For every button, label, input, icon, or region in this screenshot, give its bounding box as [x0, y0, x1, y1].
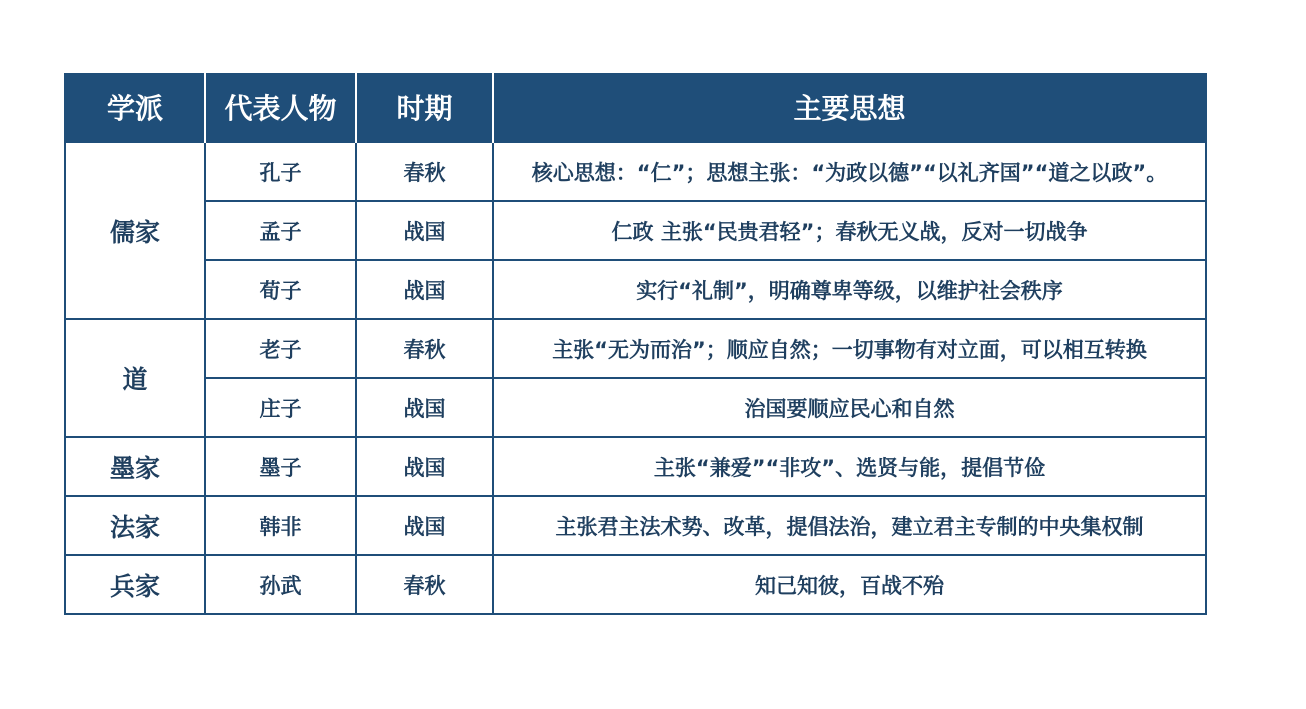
period-cell: 战国: [356, 201, 493, 260]
ideas-cell: 主张“无为而治”；顺应自然；一切事物有对立面，可以相互转换: [493, 319, 1206, 378]
period-cell: 春秋: [356, 319, 493, 378]
period-cell: 战国: [356, 260, 493, 319]
period-cell: 春秋: [356, 142, 493, 201]
table-row: [65, 555, 1206, 614]
ideas-cell: 实行“礼制”，明确尊卑等级，以维护社会秩序: [493, 260, 1206, 319]
school-cell: 兵家: [65, 555, 205, 614]
header-person: 代表人物: [205, 73, 356, 142]
period-cell: 战国: [356, 437, 493, 496]
header-ideas: 主要思想: [493, 73, 1206, 142]
table-row: [65, 496, 1206, 555]
table-row: [65, 378, 1206, 437]
schools-table: [64, 73, 1207, 615]
school-cell: 墨家: [65, 437, 205, 496]
person-cell: 庄子: [205, 378, 356, 437]
table-row: [65, 260, 1206, 319]
person-cell: 荀子: [205, 260, 356, 319]
person-cell: 老子: [205, 319, 356, 378]
ideas-cell: 知己知彼，百战不殆: [493, 555, 1206, 614]
person-cell: 孙武: [205, 555, 356, 614]
person-cell: 韩非: [205, 496, 356, 555]
table-row: [65, 201, 1206, 260]
period-cell: 战国: [356, 496, 493, 555]
table-row: [65, 319, 1206, 378]
period-cell: 春秋: [356, 555, 493, 614]
person-cell: 孔子: [205, 142, 356, 201]
period-cell: 战国: [356, 378, 493, 437]
ideas-cell: 仁政 主张“民贵君轻”；春秋无义战，反对一切战争: [493, 201, 1206, 260]
person-cell: 孟子: [205, 201, 356, 260]
header-school: 学派: [65, 73, 205, 142]
table-row: [65, 437, 1206, 496]
header-period: 时期: [356, 73, 493, 142]
ideas-cell: 治国要顺应民心和自然: [493, 378, 1206, 437]
person-cell: 墨子: [205, 437, 356, 496]
school-cell: 法家: [65, 496, 205, 555]
ideas-cell: 主张君主法术势、改革，提倡法治，建立君主专制的中央集权制: [493, 496, 1206, 555]
ideas-cell: 核心思想：“仁”；思想主张：“为政以德”“以礼齐国”“道之以政”。: [493, 142, 1206, 201]
school-cell: 道: [65, 319, 205, 437]
header-row: [65, 73, 1206, 142]
ideas-cell: 主张“兼爱”“非攻”、选贤与能，提倡节俭: [493, 437, 1206, 496]
table-row: [65, 142, 1206, 201]
school-cell: 儒家: [65, 142, 205, 319]
